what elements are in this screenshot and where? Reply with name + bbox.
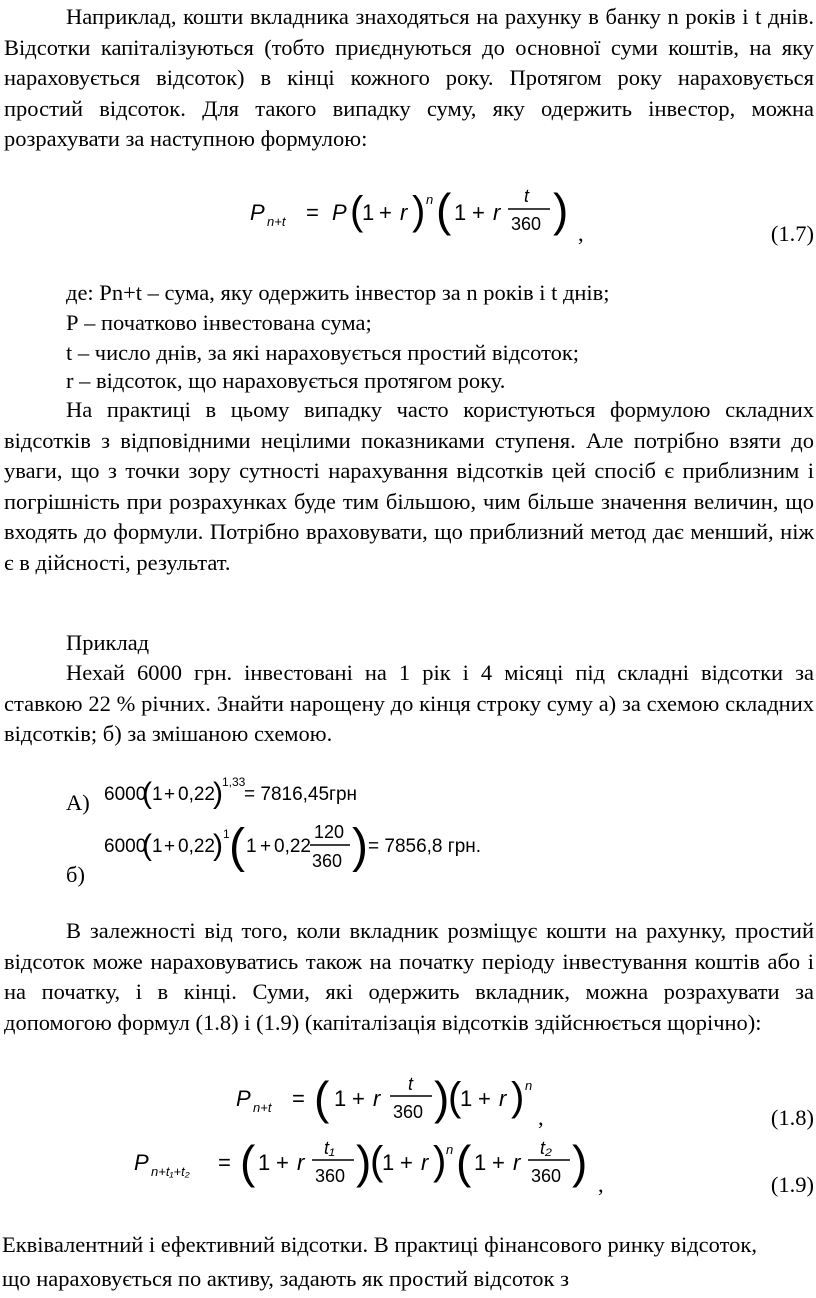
formula-one: 1: [258, 1150, 271, 1175]
paragraph-equivalent: Еквівалентний і ефективний відсотки. В практиці фінансового ринку відсоток, що нараховується по активу, задають як простий відсоток з: [2, 1232, 757, 1291]
formula-exponent: n: [446, 1142, 454, 1157]
formula-subscript: n+t: [267, 214, 286, 229]
formula-paren: ): [352, 820, 368, 873]
formula-paren: ): [434, 1072, 450, 1124]
formula-paren: (: [142, 829, 152, 862]
formula-one: 1: [334, 1086, 347, 1111]
formula-result: = 7816,45грн: [244, 784, 358, 805]
formula-denominator: 360: [315, 1166, 346, 1186]
formula-1-8: [226, 1070, 546, 1134]
formula-paren: ): [433, 1139, 447, 1183]
formula-rate: r: [373, 1086, 381, 1111]
formula-numerator: 120: [314, 822, 345, 842]
formula-1-9: [128, 1132, 598, 1198]
formula-one: 1: [474, 1150, 487, 1175]
formula-rate: 0,22: [178, 836, 215, 857]
formula-rate: r: [493, 200, 501, 225]
formula-plus: +: [492, 1150, 505, 1175]
formula-paren: (: [436, 184, 452, 236]
formula-symbol: P: [236, 1086, 251, 1111]
formula-one: 1: [152, 784, 163, 805]
formula-rate: r: [499, 1086, 507, 1111]
formula-paren: ): [213, 829, 223, 862]
formula-paren: (: [229, 820, 245, 873]
formula-rate: 0,22: [178, 784, 215, 805]
formula-rate: r: [400, 200, 408, 225]
formula-paren: ): [213, 777, 223, 810]
formula-subscript: n+t₁+t₂: [151, 1164, 190, 1179]
solution-b-label: б): [66, 862, 85, 887]
formula-exponent: n: [426, 192, 434, 207]
formula-rate: r: [421, 1150, 429, 1175]
formula-symbol: P: [134, 1150, 149, 1175]
formula-base: 6000: [104, 784, 147, 805]
equation-number: (1.8): [770, 1105, 814, 1130]
definition-line: r – відсоток, що нараховується протягом року.: [66, 368, 506, 393]
formula-paren: (: [240, 1136, 256, 1188]
formula-plus: +: [352, 1086, 365, 1111]
paragraph-practice: На практиці в цьому випадку часто користуються формулою складних відсотків з відповідними нецілими показниками ступеня. Але потрібно взяти до уваги, що з точки зору сутності нарахування відсотків цей спосіб є приблизним і погрішність при розрахунках буде тим більшою, чим більше значення величин, що входять до формули. Потрібно враховувати, що приблизний метод дає менший, ніж є в дійсності, результат.: [4, 397, 814, 575]
formula-paren: (: [142, 777, 152, 810]
formula-paren: (: [314, 1072, 330, 1124]
formula-paren: ): [356, 1136, 372, 1188]
formula-comma: ,: [538, 1105, 544, 1130]
formula-result: = 7856,8 грн.: [368, 836, 482, 857]
formula-plus: +: [478, 1086, 491, 1111]
formula-plus: +: [164, 784, 176, 805]
formula-subscript: n+t: [253, 1100, 272, 1115]
formula-numerator: t₂: [540, 1138, 552, 1158]
formula-base: 6000: [104, 836, 147, 857]
solution-a-label: А): [66, 790, 90, 815]
formula-numerator: t: [524, 186, 530, 206]
formula-rate: 0,22: [274, 836, 311, 857]
formula-one: 1: [152, 836, 163, 857]
formula-plus: +: [472, 200, 485, 225]
formula-plus: +: [260, 836, 272, 857]
formula-plus: +: [276, 1150, 289, 1175]
formula-denominator: 360: [531, 1166, 562, 1186]
formula-exponent: n: [525, 1078, 533, 1093]
formula-plus: +: [164, 836, 176, 857]
definition-line: де: Pn+t – сума, яку одержить інвестор за n років і t днів;: [66, 280, 610, 305]
definition-line: t – число днів, за які нараховується простий відсоток;: [66, 340, 580, 365]
formula-paren: (: [350, 189, 364, 233]
paragraph-intro: Наприклад, кошти вкладника знаходяться на рахунку в банку n років і t днів. Відсотки капіталізуються (тобто приєднуються до основної суми коштів, на яку нараховується відсоток) в кінці кожного року. Протягом року нараховується простий відсоток. Для такого випадку суму, яку одержить інвестор, можна розрахувати за наступною формулою:: [4, 4, 814, 151]
example-title: Приклад: [66, 630, 150, 655]
formula-paren: ): [553, 184, 569, 236]
formula-equals: =: [292, 1086, 305, 1111]
formula-plus: +: [400, 1150, 413, 1175]
formula-one: 1: [246, 836, 257, 857]
formula-paren: (: [448, 1075, 462, 1119]
paragraph-variants: В залежності від того, коли вкладник розміщує кошти на рахунку, простий відсоток може нараховуватись також на початку періоду інвестування коштів або і на початку, і в кінці. Суми, які одержить вкладник, можна розрахувати за допомогою формул (1.8) і (1.9) (капіталізація відсотків здійснюється щорічно):: [4, 918, 814, 1035]
formula-1-7: [240, 176, 580, 246]
formula-symbol: P: [332, 200, 347, 225]
formula-plus: +: [379, 200, 392, 225]
formula-comma: ,: [578, 221, 584, 246]
formula-one: 1: [454, 200, 467, 225]
paragraph-example: Нехай 6000 грн. інвестовані на 1 рік і 4 місяці під складні відсотки за ставкою 22 % річних. Знайти нарощену до кінця строку суму а) за схемою складних відсотків; б) за змішаною схемою.: [4, 660, 814, 746]
formula-rate: r: [297, 1150, 305, 1175]
formula-exponent: 1: [223, 827, 230, 841]
formula-one: 1: [382, 1150, 395, 1175]
equation-number: (1.9): [770, 1172, 814, 1197]
formula-paren: ): [511, 1075, 525, 1119]
formula-equals: =: [306, 200, 319, 225]
definition-line: Р – початково інвестована сума;: [66, 310, 372, 335]
formula-rate: r: [513, 1150, 521, 1175]
equation-number: (1.7): [770, 221, 814, 246]
formula-paren: ): [572, 1136, 588, 1188]
formula-numerator: t₁: [324, 1138, 335, 1158]
formula-paren: ): [412, 189, 426, 233]
formula-denominator: 360: [393, 1102, 424, 1122]
formula-solution-a: [102, 772, 382, 812]
formula-comma: ,: [598, 1172, 604, 1197]
formula-exponent: 1,33: [222, 775, 246, 789]
formula-equals: =: [218, 1150, 231, 1175]
formula-one: 1: [460, 1086, 473, 1111]
formula-denominator: 360: [511, 214, 542, 234]
formula-one: 1: [362, 200, 375, 225]
formula-symbol: P: [250, 200, 265, 225]
formula-solution-b: [102, 812, 502, 888]
formula-paren: (: [370, 1139, 384, 1183]
formula-paren: (: [456, 1136, 472, 1188]
formula-numerator: t: [408, 1074, 414, 1094]
formula-denominator: 360: [312, 851, 343, 871]
